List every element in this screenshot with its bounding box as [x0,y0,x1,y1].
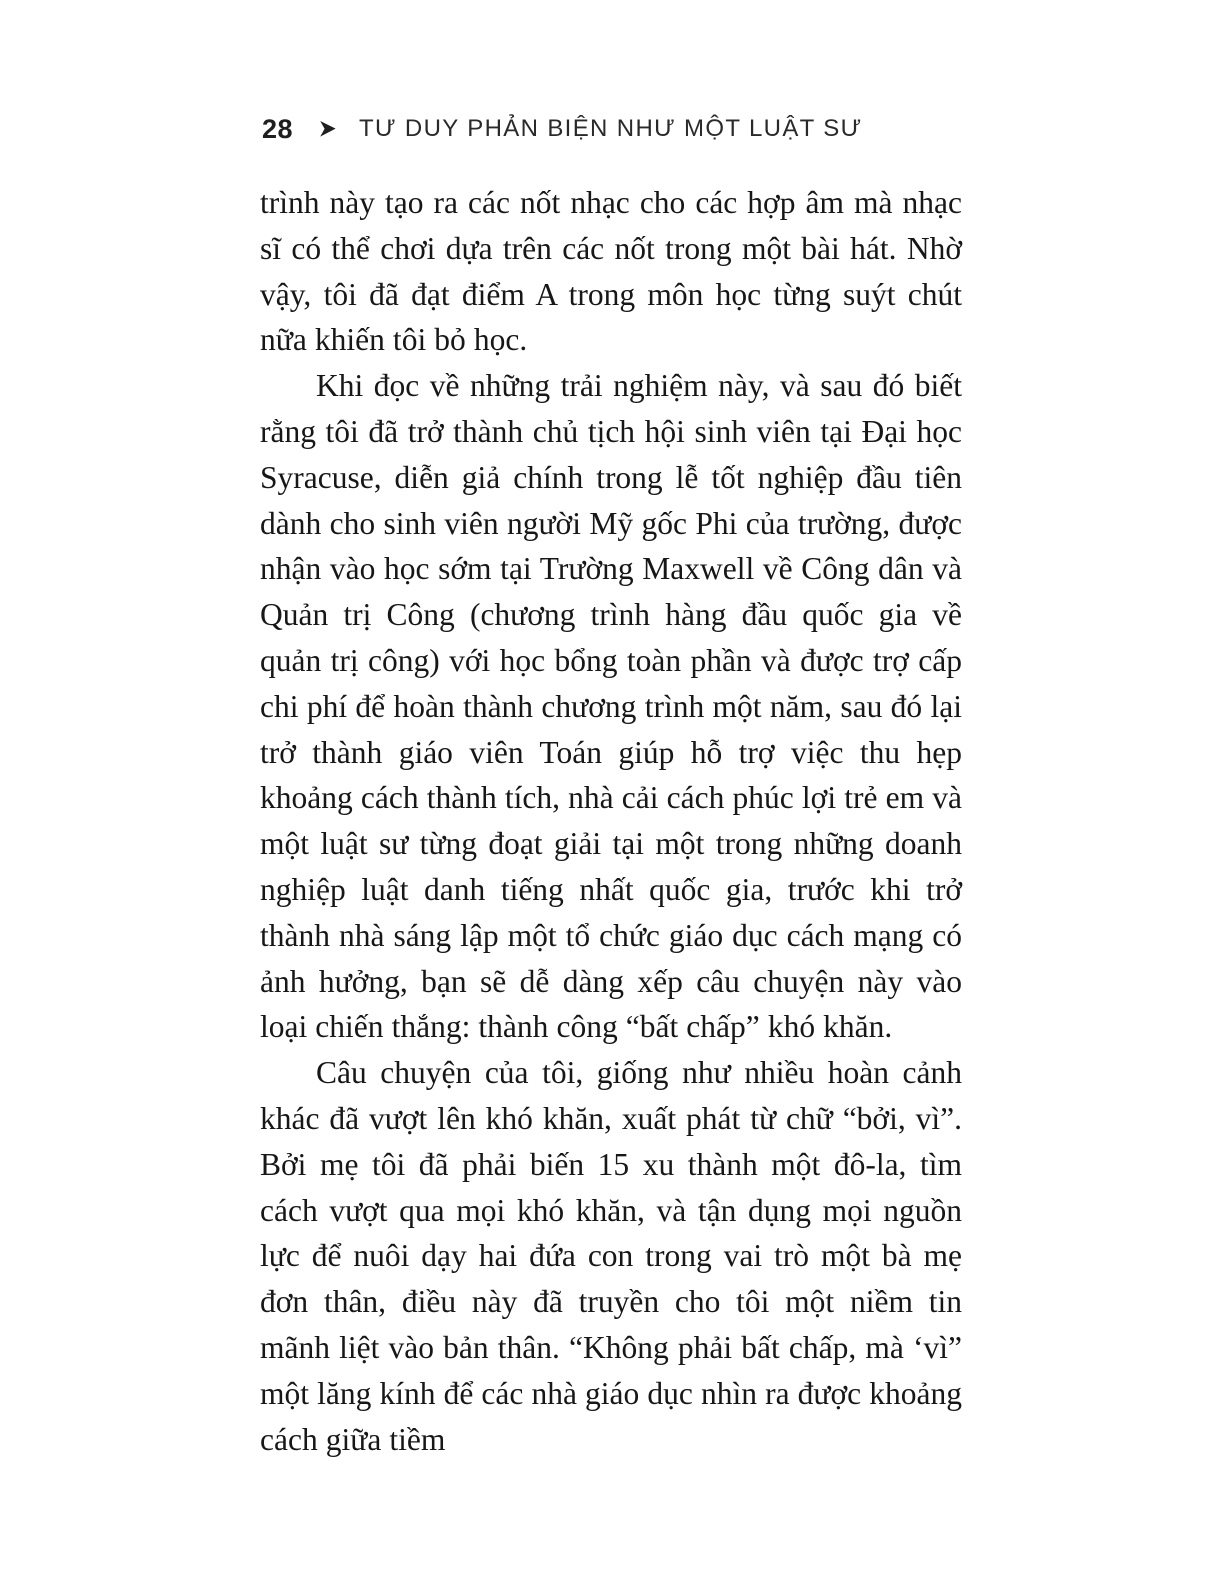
page-number: 28 [262,113,294,144]
paragraph: Câu chuyện của tôi, giống như nhiều hoàn cảnh khác đã vượt lên khó khăn, xuất phát từ chữ “bởi, vì”. Bởi mẹ tôi đã phải biến 15 xu thành một đô-la, tìm cách vượt qua mọi khó khăn, và tận dụng mọi nguồn lực để nuôi dạy hai đứa con trong vai trò một bà mẹ đơn thân, điều này đã truyền cho tôi một niềm tin mãnh liệt vào bản thân. “Không phải bất chấp, mà ‘vì” một lăng kính để các nhà giáo dục nhìn ra được khoảng cách giữa tiềm [260,1055,962,1457]
running-head [262,112,862,146]
paragraph: trình này tạo ra các nốt nhạc cho các hợp âm mà nhạc sĩ có thể chơi dựa trên các nốt trong một bài hát. Nhờ vậy, tôi đã đạt điểm A trong môn học từng suýt chút nữa khiến tôi bỏ học. [260,185,962,358]
body-text-block [260,180,962,1462]
running-head-title: TƯ DUY PHẢN BIỆN NHƯ MỘT LUẬT SƯ [359,115,863,142]
right-arrowhead-icon [315,116,341,142]
paragraph: Khi đọc về những trải nghiệm này, và sau đó biết rằng tôi đã trở thành chủ tịch hội sinh viên tại Đại học Syracuse, diễn giả chính trong lễ tốt nghiệp đầu tiên dành cho sinh viên người Mỹ gốc Phi của trường, được nhận vào học sớm tại Trường Maxwell về Công dân và Quản trị Công (chương trình hàng đầu quốc gia về quản trị công) với học bổng toàn phần và được trợ cấp chi phí để hoàn thành chương trình một năm, sau đó lại trở thành giáo viên Toán giúp hỗ trợ việc thu hẹp khoảng cách thành tích, nhà cải cách phúc lợi trẻ em và một luật sư từng đoạt giải tại một trong những doanh nghiệp luật danh tiếng nhất quốc gia, trước khi trở thành nhà sáng lập một tổ chức giáo dục cách mạng có ảnh hưởng, bạn sẽ dễ dàng xếp câu chuyện này vào loại chiến thắng: thành công “bất chấp” khó khăn. [260,368,962,1045]
